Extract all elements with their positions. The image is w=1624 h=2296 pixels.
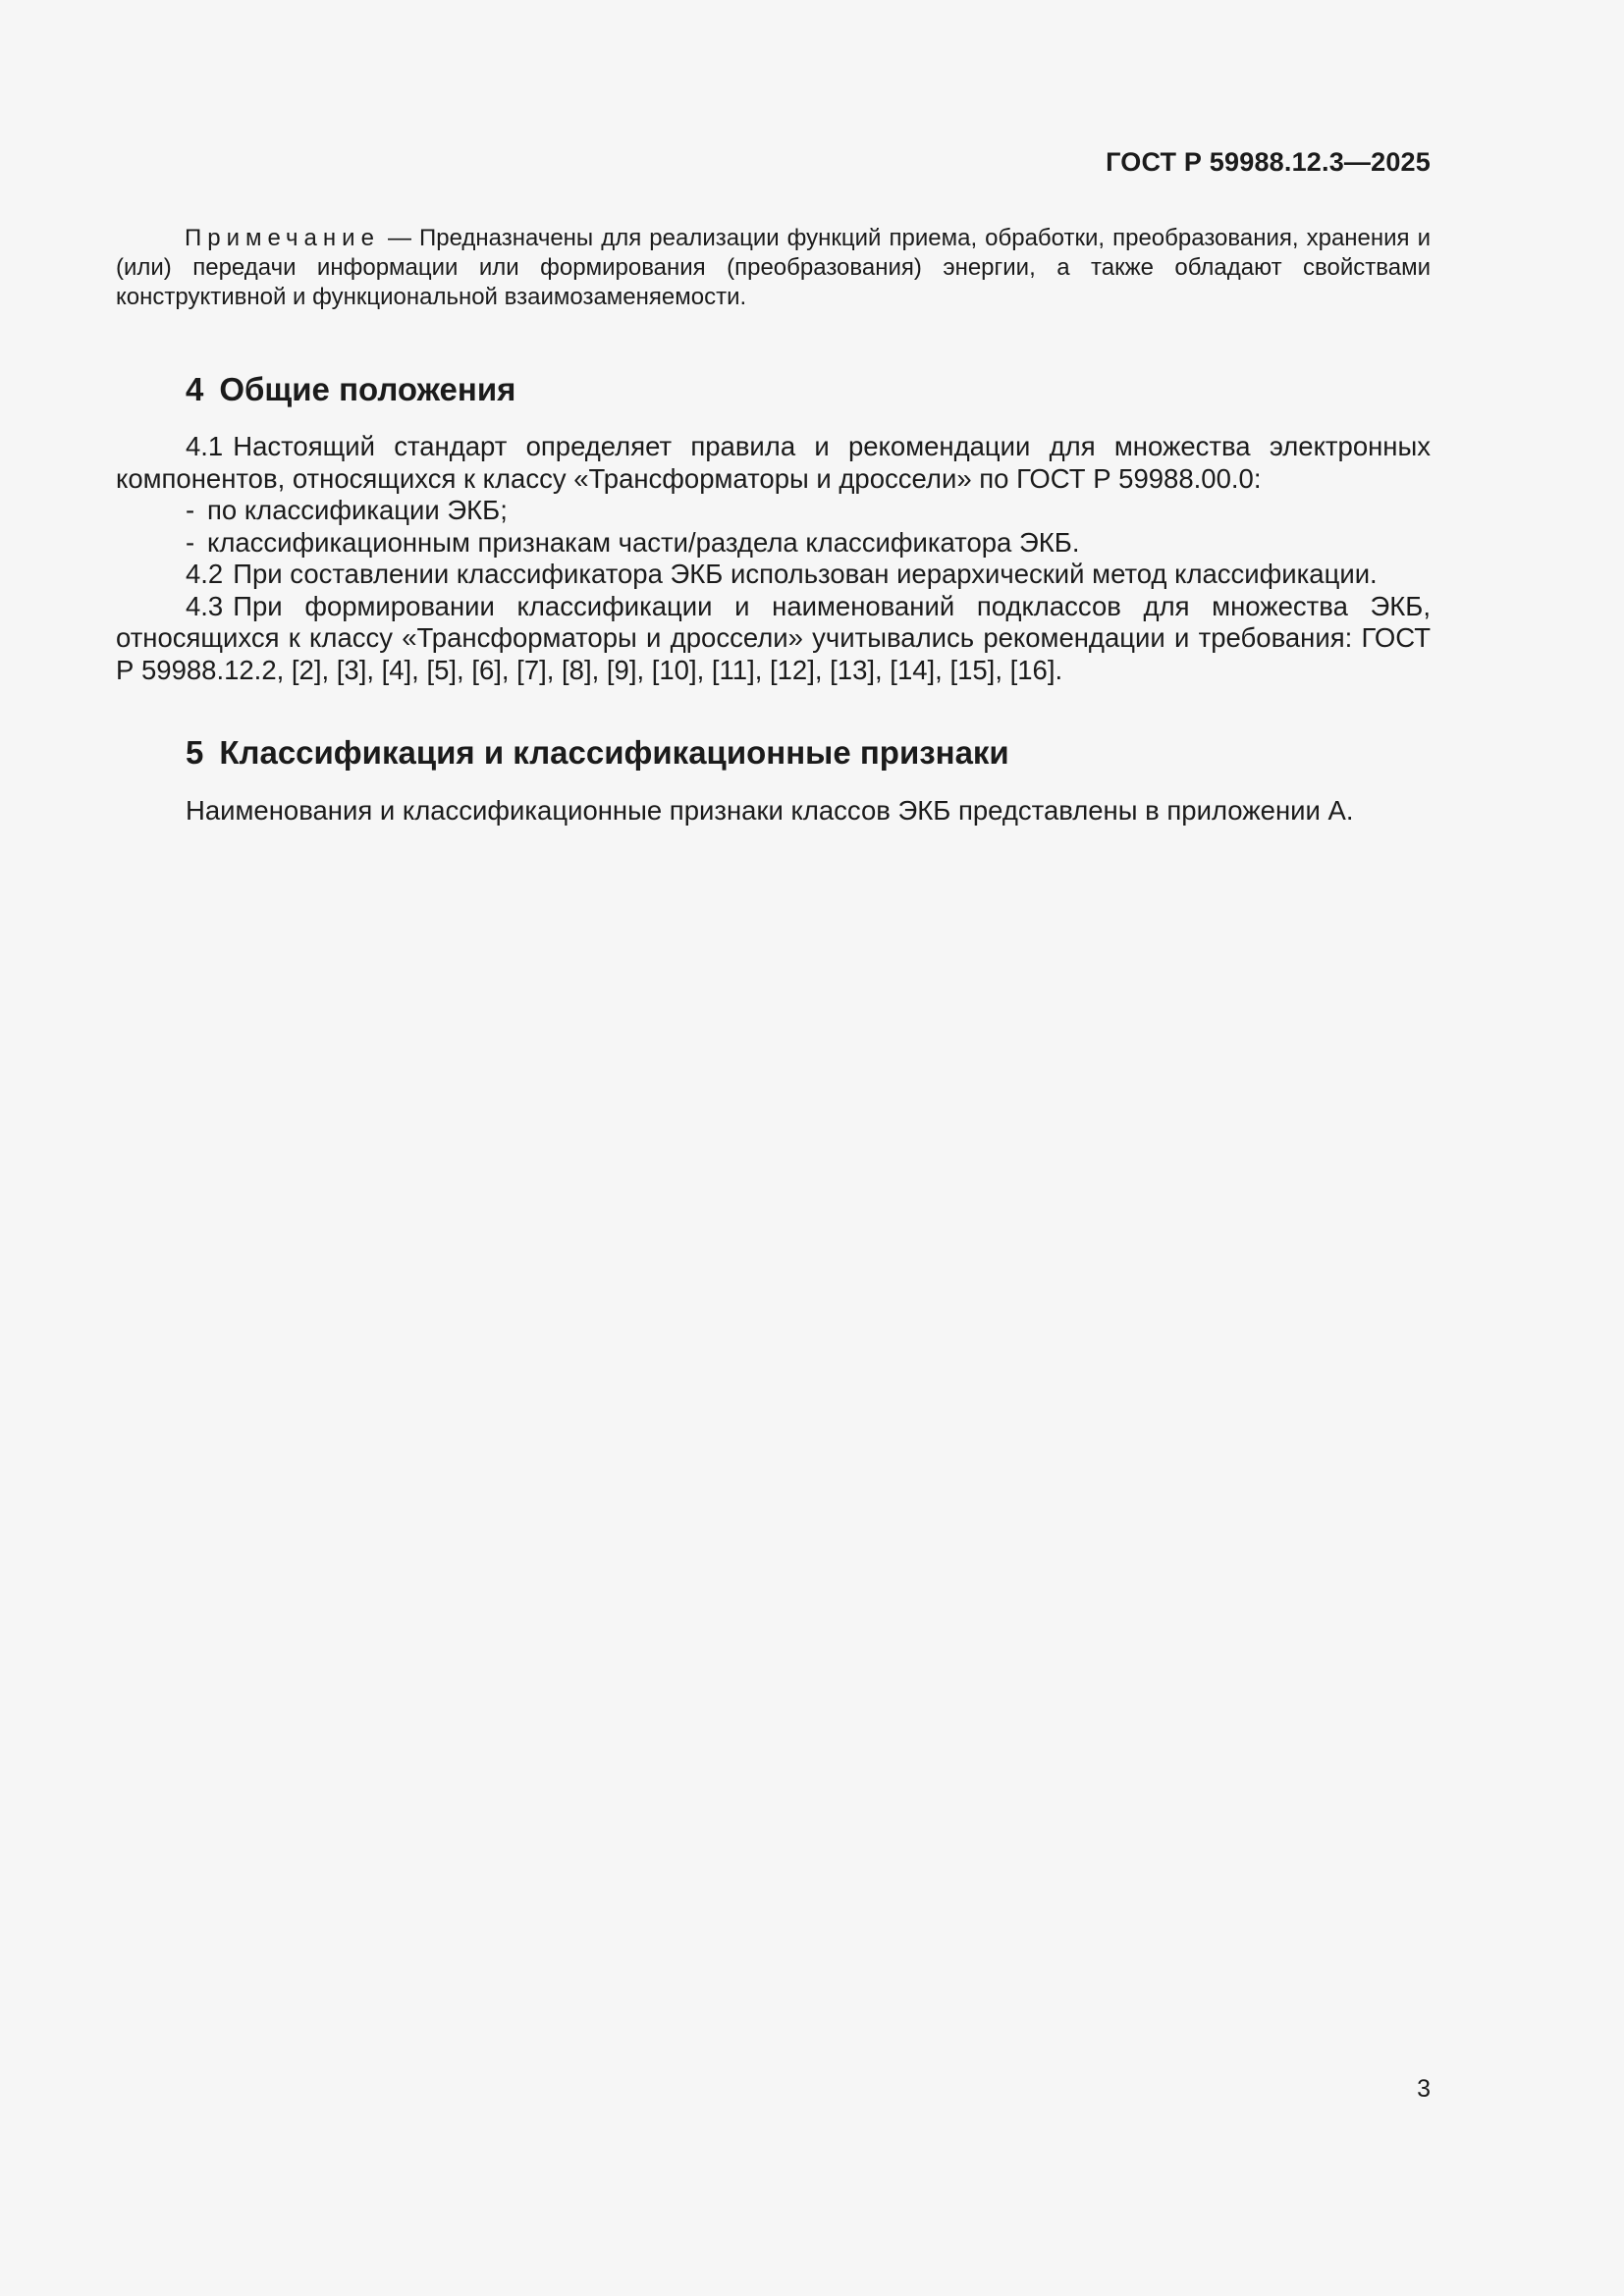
paragraph-4-1-text: Настоящий стандарт определяет правила и рекомендации для множества электронных компонентов, относящихся к классу «Трансформаторы и дроссели» по ГОСТ Р 59988.00.0:: [116, 431, 1431, 494]
section-5-body: [116, 795, 1431, 828]
note-label: Примечание: [185, 225, 380, 251]
document-header: ГОСТ Р 59988.12.3—2025: [1106, 147, 1431, 177]
paragraph-4-2-text: При составлении классификатора ЭКБ использован иерархический метод классификации.: [233, 559, 1378, 589]
paragraph-4-2-number: 4.2: [186, 559, 224, 589]
paragraph-4-3-number: 4.3: [186, 590, 224, 621]
section-5-paragraph: Наименования и классификационные признаки классов ЭКБ представлены в приложении А.: [186, 795, 1354, 826]
section-5-title: Классификация и классификационные признаки: [219, 734, 1009, 771]
paragraph-4-1-number: 4.1: [186, 431, 224, 461]
list-item-text: классификационным признакам части/раздела классификатора ЭКБ.: [207, 526, 1080, 558]
dash-marker: -: [186, 495, 195, 525]
dash-marker: -: [186, 526, 195, 558]
paragraph-4-3: [116, 591, 1431, 687]
list-item: [116, 495, 1431, 527]
section-4-body: [116, 431, 1431, 686]
page-number: 3: [1417, 2075, 1431, 2103]
paragraph-4-3-text: При формировании классификации и наименований подклассов для множества ЭКБ, относящихся к классу «Трансформаторы и дроссели» учитывались рекомендации и требования: ГОСТ Р 59988.12.2, [2], [3], [4], [5], [6], [7], [8], [9], [10], [11], [12], [13], [14], [15], [16].: [116, 590, 1431, 685]
note-text: — Предназначены для реализации функций приема, обработки, преобразования, хранения и (или) передачи информации или формирования (преобразования) энергии, а также обладают свойствами конструктивной и функциональной взаимозаменяемости.: [116, 225, 1431, 310]
list-item-text: по классификации ЭКБ;: [207, 495, 508, 525]
section-4-heading: [186, 371, 515, 408]
section-4-title: Общие положения: [219, 371, 516, 407]
note-paragraph: [116, 224, 1431, 312]
list-item: [116, 527, 1431, 560]
section-4-number: 4: [186, 371, 204, 407]
paragraph-4-1: [116, 431, 1431, 495]
section-5-number: 5: [186, 734, 204, 771]
paragraph-4-2: [116, 559, 1431, 591]
section-5-heading: [186, 734, 1009, 772]
